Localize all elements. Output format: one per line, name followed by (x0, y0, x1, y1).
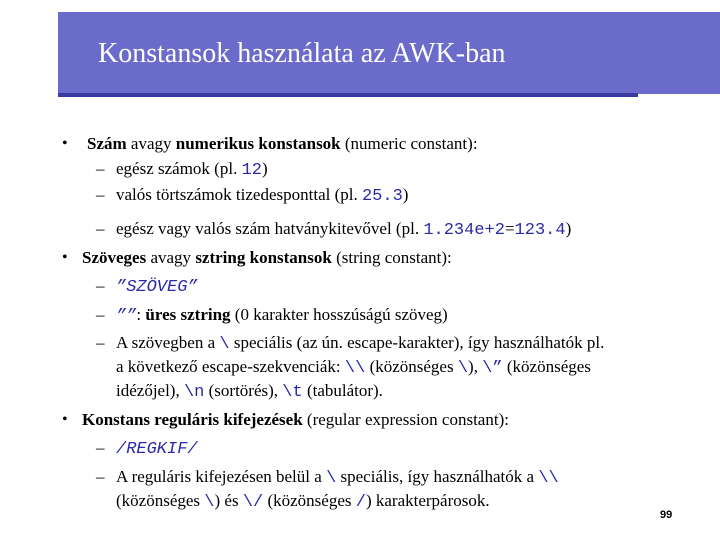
b2-sub-3-line-3 (116, 381, 383, 403)
b3-s2-l2-c1: \ (204, 493, 215, 512)
bullet-2-marker: • (62, 249, 68, 266)
b2-sub-3-line-1 (116, 333, 604, 355)
b2-s3-l2-c1: \\ (344, 359, 366, 378)
b2-s3-l2-c2: \ (457, 359, 469, 378)
b2-s3-l1-t2: speciális (az ún. escape-karakter), így használhatók pl. (229, 333, 605, 352)
b2-sub-3-line-2 (116, 357, 591, 379)
b2-sub-1 (116, 276, 198, 298)
b3-sub-1 (116, 438, 198, 460)
b2-s1-code: ”SZÖVEG” (116, 278, 198, 297)
b2-s3-l2-t2: (közönséges (365, 357, 458, 376)
b2-s2-t1: : (136, 305, 146, 324)
b1-s1-t1: egész számok (pl. (116, 159, 242, 178)
b1-s2-code: 25.3 (361, 187, 403, 206)
b2-s3-l3-t1: idézőjel), (116, 381, 184, 400)
bullet-3-marker: • (62, 411, 68, 428)
b2-s3-l2-t3: ), (468, 357, 483, 376)
b2-s3-l3-t2: (sortörés), (204, 381, 283, 400)
b1-t2: (numeric constant): (340, 134, 478, 153)
b2-s2-dash: – (96, 305, 105, 324)
b1-s3-t2: ) (565, 219, 572, 238)
b1-s2-t1: valós törtszámok tizedesponttal (pl. (116, 185, 362, 204)
b2-s3-dash: – (96, 333, 105, 352)
b2-s2-t2: (0 karakter hosszúságú szöveg) (230, 305, 448, 324)
page-number: 99 (660, 509, 673, 521)
b2-s2-code: ”” (116, 307, 137, 326)
b2-s3-l1-code: \ (219, 335, 230, 354)
bullet-2-text (82, 248, 452, 268)
b1-s3-dash: – (96, 219, 105, 238)
b2-s3-l1-t1: A szövegben a (116, 333, 220, 352)
b3-s2-l2-c3: / (355, 493, 366, 512)
b2-s3-l2-c3: \” (482, 359, 503, 378)
b1-t1: avagy (126, 134, 176, 153)
b1-bold2: numerikus konstansok (175, 134, 341, 153)
b1-s1-code: 12 (241, 161, 262, 180)
b3-s2-l1-t2: speciális, így használhatók a (336, 467, 539, 486)
bullet-1-text (87, 134, 478, 154)
b3-s2-l2-t2: ) és (214, 491, 243, 510)
b3-s2-l1-t1: A reguláris kifejezésen belül a (116, 467, 327, 486)
b2-s3-l2-t4: (közönséges (502, 357, 591, 376)
slide-title: Konstansok használata az AWK-ban (98, 38, 506, 69)
b1-s3-eq: = (504, 219, 515, 238)
b2-sub-2 (116, 305, 448, 327)
b1-s1-dash: – (96, 159, 105, 178)
b2-bold1: Szöveges (82, 248, 147, 267)
b2-t2: (string constant): (331, 248, 452, 267)
b2-t1: avagy (146, 248, 196, 267)
b3-s2-l1-c1: \ (326, 469, 337, 488)
b3-sub-2-line-2 (116, 491, 490, 513)
b1-s2-dash: – (96, 185, 105, 204)
b3-s2-l1-c2: \\ (538, 469, 559, 488)
bullet-3-text (82, 410, 509, 430)
b1-s3-t1: egész vagy valós szám hatványkitevővel (pl. (116, 219, 424, 238)
b2-s3-l2-t1: a következő escape-szekvenciák: (116, 357, 345, 376)
b3-s2-l2-c2: \/ (242, 493, 264, 512)
b3-sub-2-line-1 (116, 467, 559, 489)
b1-s1-t2: ) (261, 159, 268, 178)
b1-sub-2 (116, 185, 408, 207)
b3-bold1: Konstans reguláris kifejezések (82, 410, 303, 429)
b2-s3-l3-c2: \t (282, 383, 303, 402)
b1-sub-3 (116, 219, 571, 241)
title-underline (58, 93, 638, 97)
b1-sub-1 (116, 159, 268, 181)
b1-s3-code2: 123.4 (514, 221, 566, 240)
b3-s2-l2-t4: ) karakterpárosok. (365, 491, 490, 510)
b2-bold2: sztring konstansok (195, 248, 332, 267)
b3-s1-code: /REGKIF/ (116, 440, 198, 459)
b3-s2-dash: – (96, 467, 105, 486)
b1-s3-code1: 1.234e+2 (423, 221, 505, 240)
b1-bold1: Szám (87, 134, 127, 153)
b2-s3-l3-t3: (tabulátor). (302, 381, 383, 400)
b3-s2-l2-t3: (közönséges (263, 491, 356, 510)
b2-s1-dash: – (96, 276, 105, 295)
b3-t1: (regular expression constant): (302, 410, 509, 429)
b2-s3-l3-c1: \n (183, 383, 205, 402)
b2-s2-bold: üres sztring (145, 305, 231, 324)
b3-s2-l2-t1: (közönséges (116, 491, 205, 510)
bullet-1-marker: • (62, 135, 68, 152)
b1-s2-t2: ) (402, 185, 409, 204)
b3-s1-dash: – (96, 438, 105, 457)
